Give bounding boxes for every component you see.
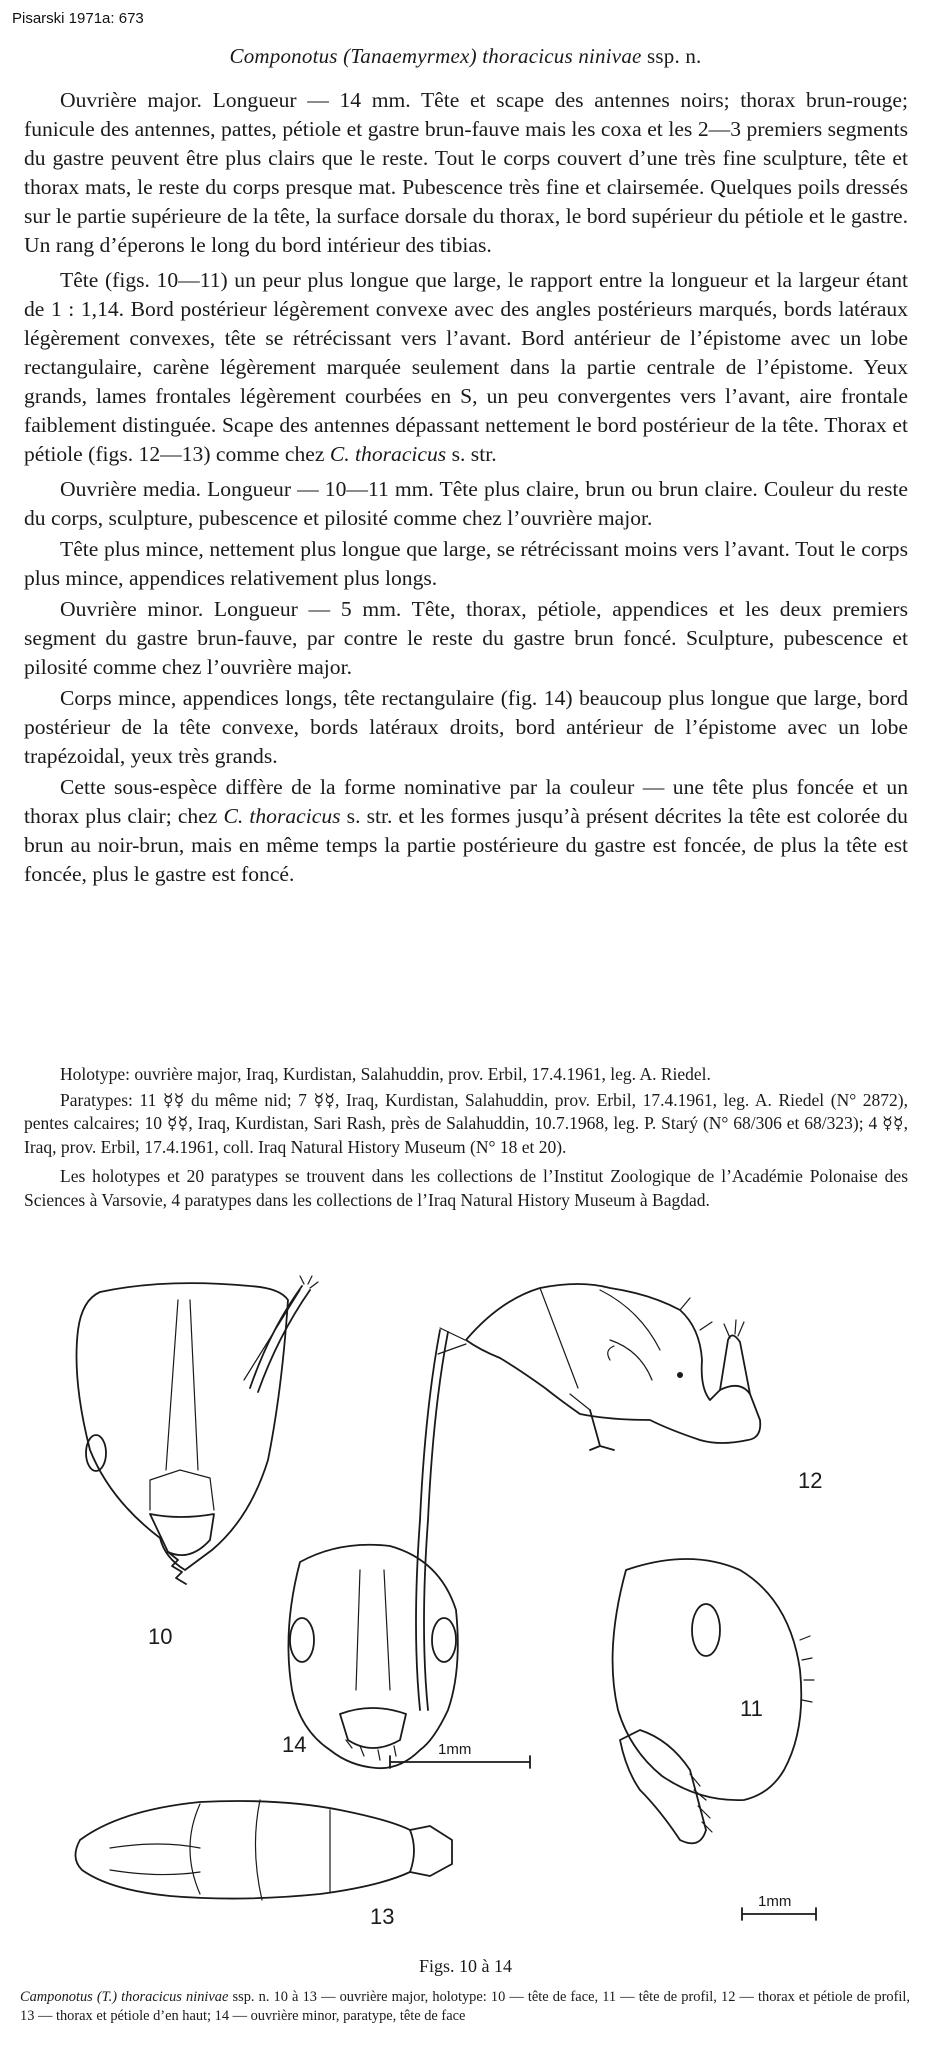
fig-label-13: 13	[370, 1904, 395, 1929]
fig-label-14: 14	[282, 1732, 307, 1757]
paragraph-diagnosis	[24, 773, 908, 889]
description-body	[24, 86, 908, 895]
p7-text-end: s. str. et les formes jusqu’à présent décrites la tête est colorée du brun au noir-brun, mais en même temps la partie postérieure du gastre est foncée, de plus la tête est foncée, plus le gastre est foncé.	[24, 804, 908, 886]
p7-taxon: C. thoracicus	[223, 804, 341, 828]
figure-caption	[20, 1988, 910, 2026]
paragraph-head-major	[24, 266, 908, 469]
title-species: thoracicus ninivae	[482, 44, 642, 68]
p7-text: Cette sous-espèce diffère de la forme nominative par la couleur — une tête plus foncée et un thorax plus clair; chez	[24, 775, 908, 828]
fig-13-thorax-dorsal	[75, 1800, 452, 1900]
scale-bar-a	[390, 1741, 530, 1768]
fig-label-12: 12	[798, 1468, 823, 1493]
holotype-text: Holotype: ouvrière major, Iraq, Kurdistan, Salahuddin, prov. Erbil, 17.4.1961, leg. A. Riedel.	[60, 1064, 711, 1084]
scale-bar-b-label: 1mm	[758, 1893, 792, 1910]
citation-header: Pisarski 1971a: 673	[12, 10, 144, 27]
caption-lead: Camponotus (T.) thoracicus ninivae	[20, 1989, 229, 2005]
species-title	[0, 44, 931, 69]
title-rank: ssp. n.	[647, 44, 702, 68]
paragraph-major-worker: Ouvrière major. Longueur — 14 mm. Tête et scape des antennes noirs; thorax brun-rouge; funicule des antennes, pattes, pétiole et gastre brun-fauve mais les coxa et les 2—3 premiers segments du gastre peuvent être plus clairs que le reste. Tout le corps couvert d’une très fine sculpture, tête et thorax mats, le reste du corps presque mat. Pubescence très fine et clairsemée. Quelques poils dressés sur le partie supérieure de la tête, la surface dorsale du thorax, le bord supérieur du pétiole et le gastre. Un rang d’éperons le long du bord intérieur des tibias.	[24, 88, 908, 257]
fig-11-head-profile	[613, 1559, 814, 1843]
fig-10-head-front	[77, 1276, 319, 1584]
figure-drawings	[0, 1270, 931, 1930]
caption-rest: ssp. n. 10 à 13 — ouvrière major, holotype: 10 — tête de face, 11 — tête de profil, 12 — thorax et pétiole de profil, 13 — thorax et pétiole d’en haut; 14 — ouvrière minor, paratype, tête de face	[20, 1989, 911, 2024]
title-subgenus: (Tanaemyrmex)	[343, 44, 477, 68]
figure-plate	[0, 1270, 931, 1930]
paragraph-media-worker: Ouvrière media. Longueur — 10—11 mm. Tête plus claire, brun ou brun claire. Couleur du reste du corps, sculpture, pubescence et pilosité comme chez l’ouvrière major.	[24, 477, 908, 530]
scale-bar-a-label: 1mm	[438, 1741, 472, 1758]
fig-label-10: 10	[148, 1624, 173, 1649]
paratypes-text: Paratypes: 11 ☿☿ du même nid; 7 ☿☿, Iraq, Kurdistan, Salahuddin, prov. Erbil, 17.4.1961, leg. A. Riedel (N° 2872), pentes calcaires; 10 ☿☿, Iraq, Kurdistan, Sari Rash, près de Salahuddin, 10.7.1968, leg. P. Starý (N° 68/306 et 68/323); 4 ☿☿, Iraq, prov. Erbil, 17.4.1961, coll. Iraq Natural History Museum (N° 18 et 20).	[24, 1089, 908, 1157]
p2-taxon: C. thoracicus	[329, 442, 447, 466]
p2-text: Tête (figs. 10—11) un peur plus longue que large, le rapport entre la longueur et la largeur étant de 1 : 1,14. Bord postérieur légèrement convexe avec des angles postérieurs marqués, bords latéraux légèrement convexes, tête se rétrécissant vers l’avant. Bord antérieur de l’épistome avec un lobe rectangulaire, carène légèrement marquée seulement dans la partie centrale de l’épistome. Yeux grands, lames frontales légèrement courbées en S, un peu convergentes vers l’avant, aire frontale faiblement distinguée. Scape des antennes dépassant nettement le bord postérieur de la tête. Thorax et pétiole (figs. 12—13) comme chez	[24, 268, 908, 466]
p2-text-end: s. str.	[446, 442, 497, 466]
title-genus: Componotus	[229, 44, 338, 68]
paragraph-media-head: Tête plus mince, nettement plus longue que large, se rétrécissant moins vers l’avant. Tout le corps plus mince, appendices relativement plus longs.	[24, 537, 908, 590]
material-section	[24, 1063, 908, 1214]
fig-12-thorax-profile	[420, 1284, 760, 1520]
fig-14-minor-head	[288, 1520, 457, 1768]
fig-label-11: 11	[740, 1696, 763, 1721]
scale-bar-b	[742, 1893, 816, 1920]
deposition-text: Les holotypes et 20 paratypes se trouvent dans les collections de l’Institut Zoologique de l’Académie Polonaise des Sciences à Varsovie, 4 paratypes dans les collections de l’Iraq Natural History Museum à Bagdad.	[24, 1166, 908, 1210]
figure-title: Figs. 10 à 14	[418, 1956, 512, 1976]
paragraph-minor-worker: Ouvrière minor. Longueur — 5 mm. Tête, thorax, pétiole, appendices et les deux premiers segment du gastre brun-fauve, par contre le reste du gastre brun foncé. Sculpture, pubescence et pilosité comme chez l’ouvrière major.	[24, 597, 908, 679]
paragraph-minor-head: Corps mince, appendices longs, tête rectangulaire (fig. 14) beaucoup plus longue que large, bord postérieur de la tête convexe, bords latéraux droits, bord antérieur de l’épistome avec un lobe trapézoidal, yeux très grands.	[24, 686, 908, 768]
